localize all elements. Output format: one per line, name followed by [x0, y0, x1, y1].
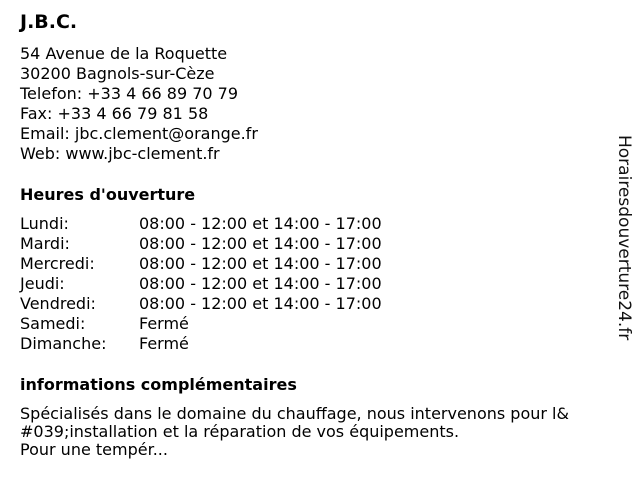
fax-line: Fax: +33 4 66 79 81 58: [20, 104, 209, 123]
hours-value: 08:00 - 12:00 et 14:00 - 17:00: [139, 274, 382, 293]
address-line-city: 30200 Bagnols-sur-Cèze: [20, 64, 215, 83]
email-line: Email: jbc.clement@orange.fr: [20, 124, 258, 143]
web-line: Web: www.jbc-clement.fr: [20, 144, 220, 163]
side-watermark: [613, 135, 635, 345]
opening-hours-heading: Heures d'ouverture: [20, 185, 196, 204]
day-label: Mardi:: [20, 234, 70, 253]
hours-value: Fermé: [139, 334, 189, 353]
contact-block: [20, 44, 258, 164]
business-name: J.B.C.: [20, 11, 78, 33]
day-label: Vendredi:: [20, 294, 96, 313]
hours-value: 08:00 - 12:00 et 14:00 - 17:00: [139, 214, 382, 233]
day-label: Lundi:: [20, 214, 69, 233]
day-label: Jeudi:: [20, 274, 65, 293]
additional-info-heading: informations complémentaires: [20, 375, 297, 394]
hours-value: 08:00 - 12:00 et 14:00 - 17:00: [139, 254, 382, 273]
day-label: Dimanche:: [20, 334, 107, 353]
hours-value: Fermé: [139, 314, 189, 333]
address-line-street: 54 Avenue de la Roquette: [20, 44, 228, 63]
day-label: Mercredi:: [20, 254, 95, 273]
additional-info-text: [20, 405, 630, 459]
description-line: Pour une tempér...: [20, 440, 168, 459]
description-line: #039;installation et la réparation de vos équipements.: [20, 422, 460, 441]
phone-line: Telefon: +33 4 66 89 70 79: [20, 84, 239, 103]
side-watermark-text: Horairesdouverture24.fr: [614, 135, 634, 341]
day-label: Samedi:: [20, 314, 86, 333]
hours-value: 08:00 - 12:00 et 14:00 - 17:00: [139, 294, 382, 313]
hours-value: 08:00 - 12:00 et 14:00 - 17:00: [139, 234, 382, 253]
description-line: Spécialisés dans le domaine du chauffage, nous intervenons pour l&: [20, 404, 569, 423]
